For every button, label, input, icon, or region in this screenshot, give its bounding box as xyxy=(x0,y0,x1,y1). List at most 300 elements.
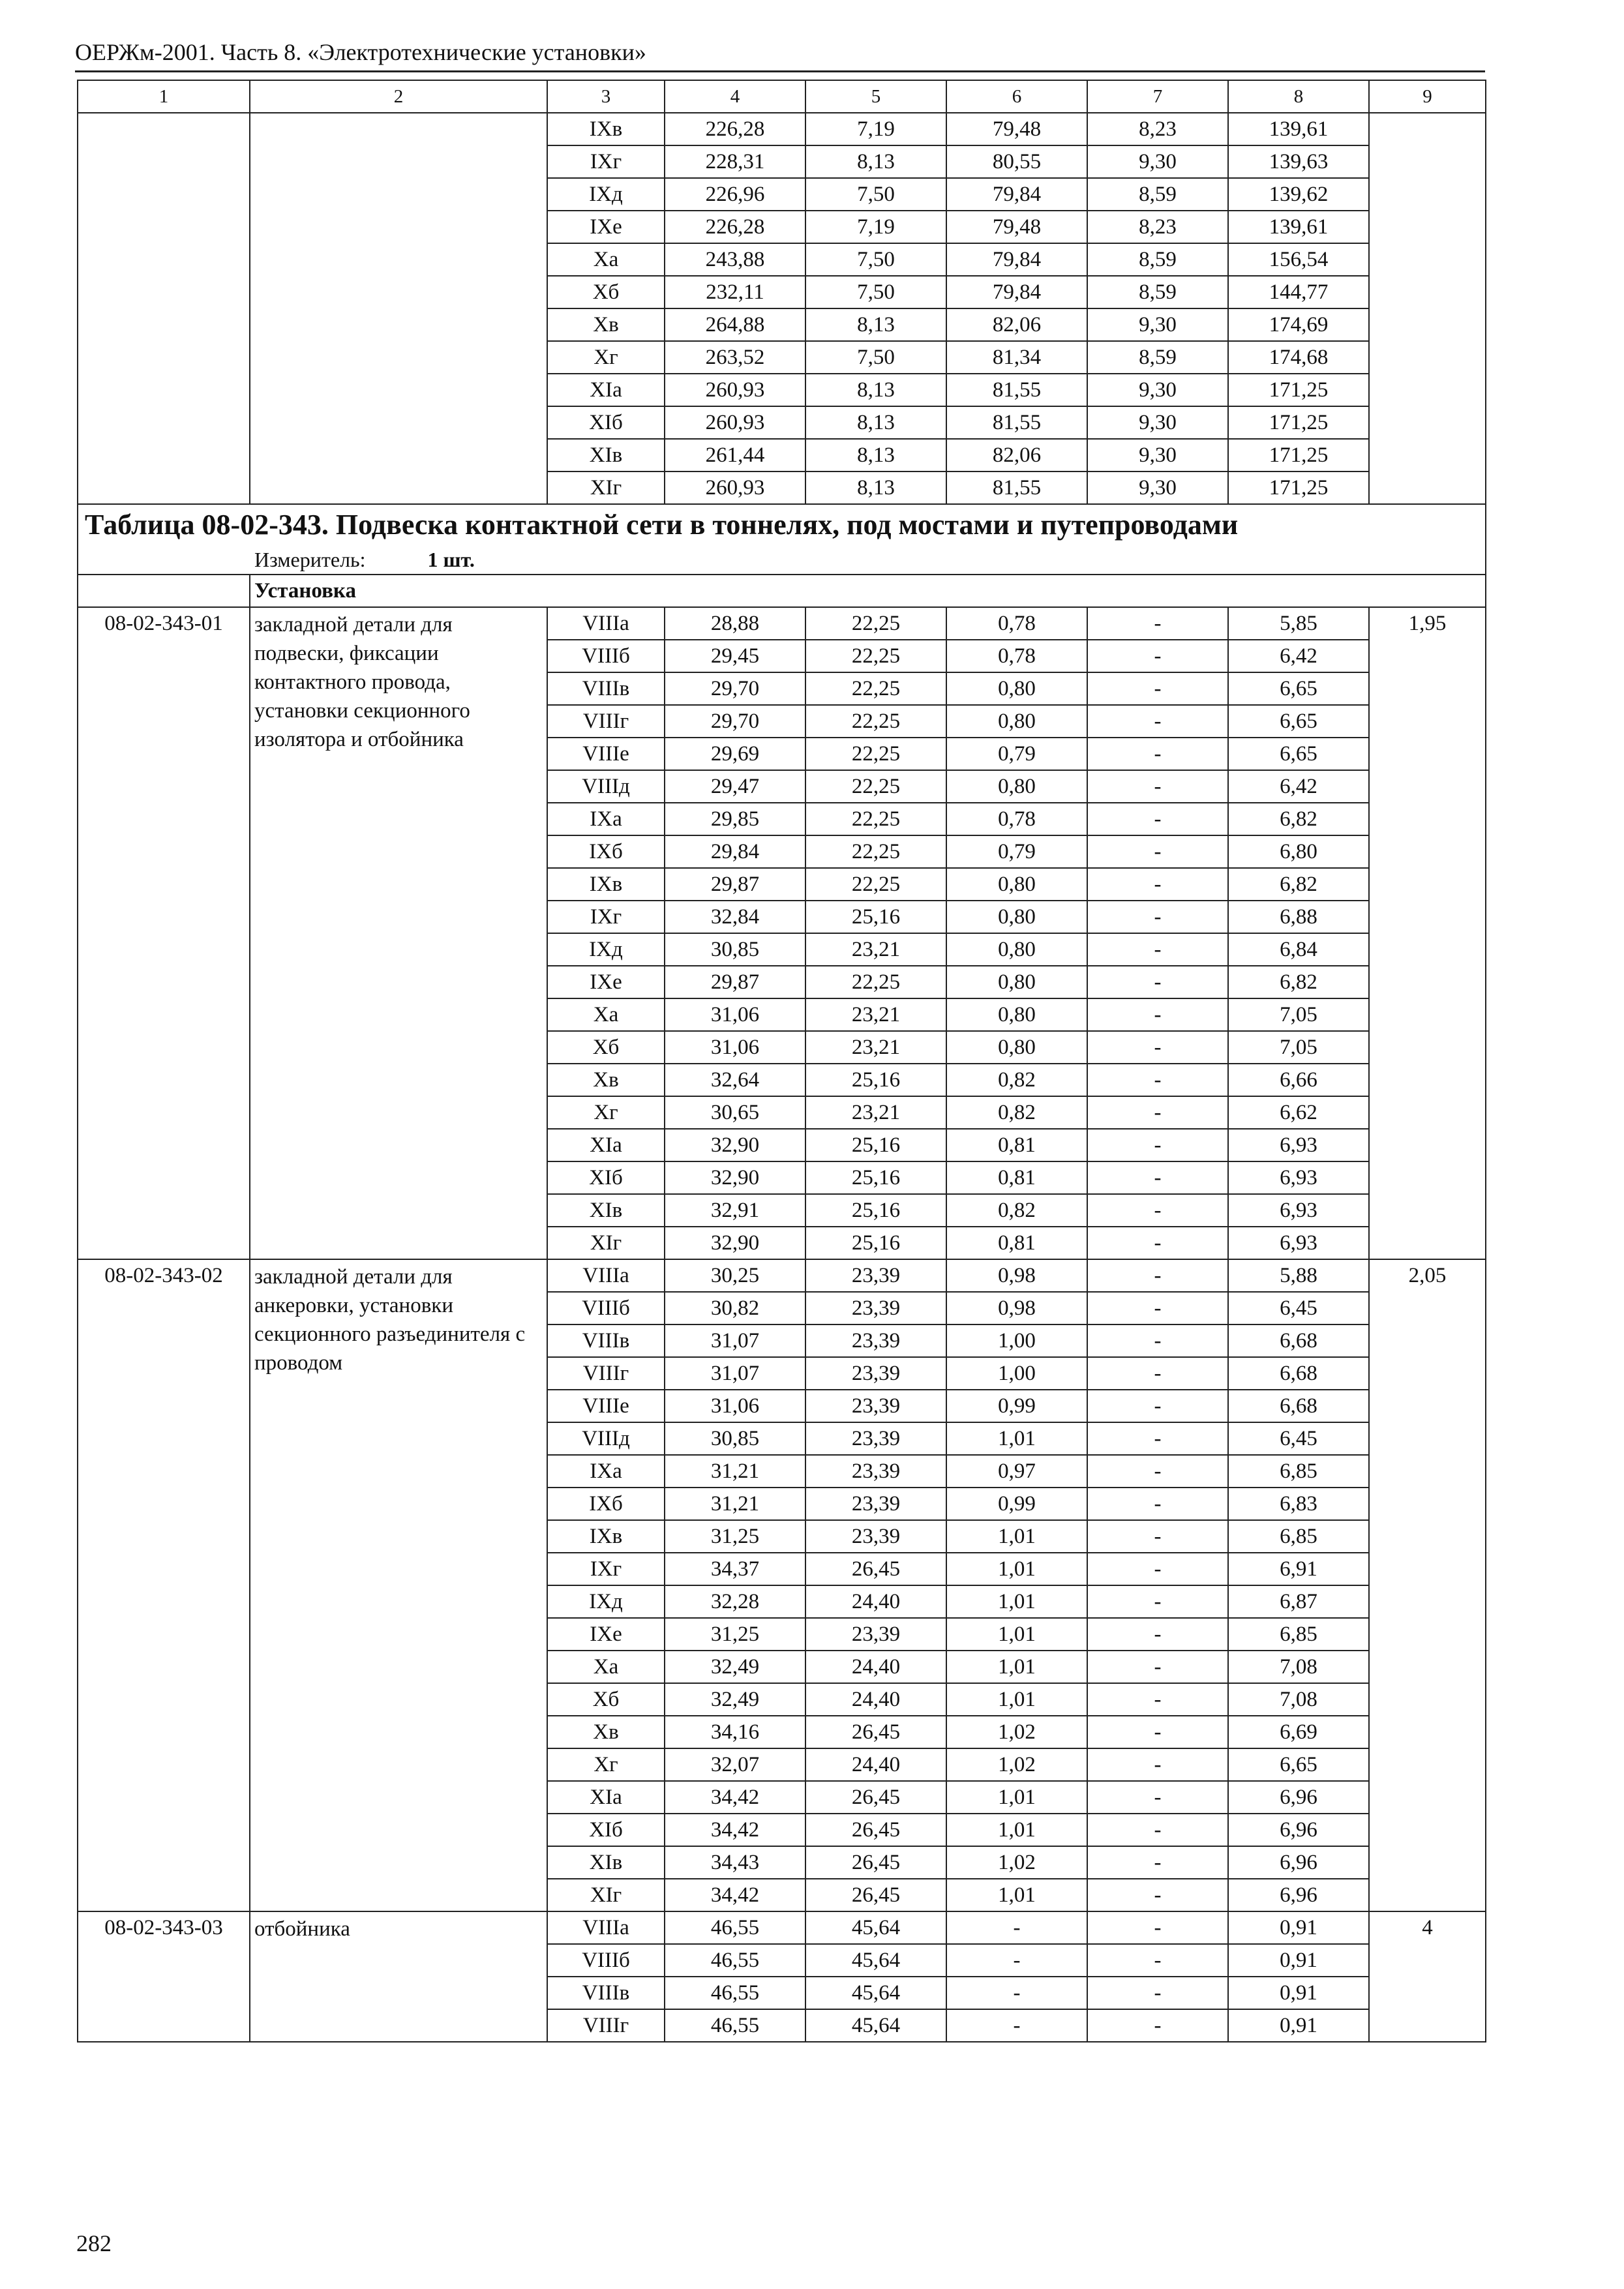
cell-col-8: 5,85 xyxy=(1228,607,1369,640)
cell-col-7: 9,30 xyxy=(1087,471,1228,504)
cell-col-6: 1,01 xyxy=(946,1585,1087,1618)
cell-col-4: 29,45 xyxy=(665,640,805,672)
cell-col-4: 34,16 xyxy=(665,1716,805,1748)
cell-col-8: 6,69 xyxy=(1228,1716,1369,1748)
cell-col-7: 8,59 xyxy=(1087,276,1228,308)
cell-col-7: - xyxy=(1087,1944,1228,1977)
cell-col-4: 264,88 xyxy=(665,308,805,341)
cell-col-7: - xyxy=(1087,1390,1228,1422)
cell-col-6: 81,55 xyxy=(946,374,1087,406)
cell-col-8: 0,91 xyxy=(1228,2009,1369,2042)
cell-col-5: 25,16 xyxy=(805,1064,946,1096)
cell-col-7: - xyxy=(1087,1618,1228,1651)
cell-col-6: 1,02 xyxy=(946,1846,1087,1879)
cell-col-8: 6,65 xyxy=(1228,705,1369,738)
cell-col-8: 6,88 xyxy=(1228,901,1369,933)
cell-col-4: 34,42 xyxy=(665,1814,805,1846)
cell-col-4: 32,07 xyxy=(665,1748,805,1781)
cell-col-7: - xyxy=(1087,1520,1228,1553)
cell-col-5: 23,39 xyxy=(805,1520,946,1553)
cell-col-5: 8,13 xyxy=(805,145,946,178)
cell-col-4: 30,82 xyxy=(665,1292,805,1324)
cell-col-4: 30,85 xyxy=(665,1422,805,1455)
cell-col-6: 82,06 xyxy=(946,439,1087,471)
cell-col-3: VIIIб xyxy=(547,1944,665,1977)
cell-col-3: XIа xyxy=(547,1129,665,1161)
cell-col-8: 139,62 xyxy=(1228,178,1369,211)
cell-col-7: - xyxy=(1087,1846,1228,1879)
cell-col-6: 1,01 xyxy=(946,1520,1087,1553)
cell-col-7: - xyxy=(1087,966,1228,998)
cell-col-7: 8,59 xyxy=(1087,341,1228,374)
cell-col-6: - xyxy=(946,1944,1087,1977)
cell-col-3: IXе xyxy=(547,211,665,243)
cell-col-4: 29,70 xyxy=(665,672,805,705)
cell-col-3: IXб xyxy=(547,835,665,868)
cell-col-3: VIIIа xyxy=(547,607,665,640)
cell-col-3: VIIIд xyxy=(547,770,665,803)
cell-col-3: VIIIв xyxy=(547,1977,665,2009)
cell-col-9: 4 xyxy=(1369,1911,1486,2042)
cell-col-6: - xyxy=(946,2009,1087,2042)
cell-col-8: 6,65 xyxy=(1228,672,1369,705)
cell-col-5: 23,39 xyxy=(805,1618,946,1651)
cell-col-6: 1,01 xyxy=(946,1618,1087,1651)
cell-col-5: 24,40 xyxy=(805,1748,946,1781)
cell-col-3: Xв xyxy=(547,308,665,341)
cell-col-5: 23,39 xyxy=(805,1390,946,1422)
cell-col-4: 260,93 xyxy=(665,374,805,406)
cell-col-7: - xyxy=(1087,1748,1228,1781)
cell-col-6: 0,80 xyxy=(946,966,1087,998)
cell-col-7: - xyxy=(1087,1031,1228,1064)
cell-col-3: Xв xyxy=(547,1716,665,1748)
cell-col-6: 0,80 xyxy=(946,901,1087,933)
cell-col-5: 23,39 xyxy=(805,1324,946,1357)
cell-col-5: 8,13 xyxy=(805,374,946,406)
cell-col-4: 32,84 xyxy=(665,901,805,933)
cell-col-3: Xа xyxy=(547,1651,665,1683)
cell-col-4: 226,28 xyxy=(665,211,805,243)
cell-col-7: - xyxy=(1087,1161,1228,1194)
cell-col-7: - xyxy=(1087,1716,1228,1748)
cell-name xyxy=(250,113,547,504)
cell-col-4: 32,28 xyxy=(665,1585,805,1618)
cell-col-4: 232,11 xyxy=(665,276,805,308)
cell-col-5: 22,25 xyxy=(805,705,946,738)
cell-col-6: 0,99 xyxy=(946,1390,1087,1422)
cell-col-8: 7,08 xyxy=(1228,1651,1369,1683)
cell-col-4: 31,21 xyxy=(665,1455,805,1488)
cell-col-7: - xyxy=(1087,1781,1228,1814)
rate-name: закладной детали для подвески, фиксации контактного провода, установки секционного изолятора и отбойника xyxy=(250,607,547,1259)
rate-code: 08-02-343-02 xyxy=(78,1259,250,1911)
cell-col-6: 79,84 xyxy=(946,276,1087,308)
cell-col-3: XIб xyxy=(547,1161,665,1194)
cell-col-4: 32,64 xyxy=(665,1064,805,1096)
cell-col-5: 23,39 xyxy=(805,1488,946,1520)
cell-col-7: - xyxy=(1087,901,1228,933)
cell-col-3: VIIIг xyxy=(547,1357,665,1390)
cell-col-7: - xyxy=(1087,1553,1228,1585)
column-number: 3 xyxy=(547,80,665,113)
cell-col-6: 0,80 xyxy=(946,933,1087,966)
cell-col-6: 0,80 xyxy=(946,770,1087,803)
cell-col-3: XIв xyxy=(547,439,665,471)
cell-col-9 xyxy=(1369,113,1486,504)
cell-col-4: 29,87 xyxy=(665,868,805,901)
cell-col-6: 1,01 xyxy=(946,1781,1087,1814)
cell-col-6: - xyxy=(946,1911,1087,1944)
cell-col-3: VIIIб xyxy=(547,1292,665,1324)
cell-col-8: 6,68 xyxy=(1228,1357,1369,1390)
cell-col-8: 6,91 xyxy=(1228,1553,1369,1585)
cell-col-3: IXа xyxy=(547,803,665,835)
cell-col-7: - xyxy=(1087,835,1228,868)
cell-col-5: 8,13 xyxy=(805,471,946,504)
cell-col-8: 6,42 xyxy=(1228,640,1369,672)
cell-col-5: 24,40 xyxy=(805,1585,946,1618)
cell-col-6: 0,78 xyxy=(946,803,1087,835)
cell-col-7: - xyxy=(1087,607,1228,640)
cell-col-3: XIа xyxy=(547,374,665,406)
cell-col-4: 31,07 xyxy=(665,1357,805,1390)
cell-col-4: 34,43 xyxy=(665,1846,805,1879)
column-number: 7 xyxy=(1087,80,1228,113)
cell-col-4: 30,85 xyxy=(665,933,805,966)
column-number: 1 xyxy=(78,80,250,113)
cell-col-7: - xyxy=(1087,770,1228,803)
cell-col-8: 171,25 xyxy=(1228,439,1369,471)
cell-col-4: 31,06 xyxy=(665,1390,805,1422)
cell-col-8: 6,96 xyxy=(1228,1879,1369,1911)
table-row xyxy=(78,1911,1486,1944)
cell-col-5: 45,64 xyxy=(805,1977,946,2009)
column-number: 9 xyxy=(1369,80,1486,113)
cell-col-7: 9,30 xyxy=(1087,374,1228,406)
cell-col-5: 24,40 xyxy=(805,1683,946,1716)
cell-col-5: 7,50 xyxy=(805,178,946,211)
cell-col-3: VIIIб xyxy=(547,640,665,672)
cell-col-7: - xyxy=(1087,672,1228,705)
rate-code: 08-02-343-01 xyxy=(78,607,250,1259)
cell-col-3: XIб xyxy=(547,406,665,439)
table-title-row xyxy=(78,504,1486,545)
cell-col-5: 23,21 xyxy=(805,1031,946,1064)
cell-col-7: - xyxy=(1087,998,1228,1031)
cell-col-3: IXг xyxy=(547,901,665,933)
cell-col-8: 144,77 xyxy=(1228,276,1369,308)
cell-col-8: 6,80 xyxy=(1228,835,1369,868)
cell-col-3: IXв xyxy=(547,113,665,145)
cell-col-8: 139,61 xyxy=(1228,211,1369,243)
cell-col-8: 6,93 xyxy=(1228,1227,1369,1259)
cell-col-5: 25,16 xyxy=(805,901,946,933)
meter-cell xyxy=(78,545,1486,575)
cell-col-8: 6,84 xyxy=(1228,933,1369,966)
cell-col-3: IXа xyxy=(547,1455,665,1488)
cell-col-5: 22,25 xyxy=(805,640,946,672)
cell-col-5: 23,39 xyxy=(805,1422,946,1455)
cell-col-8: 0,91 xyxy=(1228,1911,1369,1944)
cell-col-5: 26,45 xyxy=(805,1553,946,1585)
cell-col-5: 45,64 xyxy=(805,2009,946,2042)
cell-col-3: VIIIе xyxy=(547,1390,665,1422)
cell-col-7: - xyxy=(1087,1129,1228,1161)
cell-col-3: VIIIв xyxy=(547,1324,665,1357)
page-number: 282 xyxy=(76,2230,112,2256)
cell-col-4: 30,25 xyxy=(665,1259,805,1292)
cell-col-7: - xyxy=(1087,2009,1228,2042)
cell-col-4: 34,42 xyxy=(665,1879,805,1911)
cell-col-6: - xyxy=(946,1977,1087,2009)
cell-col-7: - xyxy=(1087,1814,1228,1846)
cell-col-7: - xyxy=(1087,1194,1228,1227)
cell-col-4: 46,55 xyxy=(665,2009,805,2042)
cell-col-8: 156,54 xyxy=(1228,243,1369,276)
cell-col-6: 0,97 xyxy=(946,1455,1087,1488)
cell-col-8: 6,85 xyxy=(1228,1520,1369,1553)
cell-col-4: 34,37 xyxy=(665,1553,805,1585)
cell-col-3: Xб xyxy=(547,276,665,308)
cell-col-8: 7,05 xyxy=(1228,1031,1369,1064)
cell-col-4: 31,06 xyxy=(665,998,805,1031)
section-heading: Установка xyxy=(250,575,1486,607)
cell-col-6: 81,55 xyxy=(946,471,1087,504)
cell-col-3: VIIIе xyxy=(547,738,665,770)
cell-col-8: 6,93 xyxy=(1228,1161,1369,1194)
cell-col-4: 31,21 xyxy=(665,1488,805,1520)
cell-col-3: IXд xyxy=(547,178,665,211)
cell-col-7: - xyxy=(1087,1455,1228,1488)
table-row xyxy=(78,607,1486,640)
column-number: 8 xyxy=(1228,80,1369,113)
rate-name: отбойника xyxy=(250,1911,547,2042)
cell-col-5: 25,16 xyxy=(805,1129,946,1161)
cell-col-4: 31,07 xyxy=(665,1324,805,1357)
cell-col-8: 6,42 xyxy=(1228,770,1369,803)
cell-col-7: 9,30 xyxy=(1087,308,1228,341)
cell-col-6: 1,01 xyxy=(946,1683,1087,1716)
cell-col-4: 228,31 xyxy=(665,145,805,178)
cell-col-7: - xyxy=(1087,1227,1228,1259)
cell-col-4: 30,65 xyxy=(665,1096,805,1129)
cell-col-8: 6,68 xyxy=(1228,1324,1369,1357)
cell-col-7: - xyxy=(1087,868,1228,901)
cell-col-5: 22,25 xyxy=(805,803,946,835)
cell-col-3: IXг xyxy=(547,1553,665,1585)
cell-col-6: 0,98 xyxy=(946,1259,1087,1292)
cell-col-4: 32,90 xyxy=(665,1129,805,1161)
cell-col-5: 24,40 xyxy=(805,1651,946,1683)
cell-col-7: - xyxy=(1087,640,1228,672)
cell-col-8: 6,45 xyxy=(1228,1422,1369,1455)
cell-col-8: 0,91 xyxy=(1228,1944,1369,1977)
meter-label: Измеритель: xyxy=(254,547,366,571)
cell-col-4: 29,69 xyxy=(665,738,805,770)
cell-col-3: IXг xyxy=(547,145,665,178)
cell-col-5: 25,16 xyxy=(805,1161,946,1194)
cell-col-8: 6,87 xyxy=(1228,1585,1369,1618)
cell-col-7: - xyxy=(1087,1292,1228,1324)
cell-col-6: 81,34 xyxy=(946,341,1087,374)
cell-col-6: 1,01 xyxy=(946,1651,1087,1683)
cell-col-8: 139,61 xyxy=(1228,113,1369,145)
cell-col-5: 23,39 xyxy=(805,1292,946,1324)
cell-col-3: Xв xyxy=(547,1064,665,1096)
cell-col-8: 0,91 xyxy=(1228,1977,1369,2009)
cell-col-7: 8,23 xyxy=(1087,113,1228,145)
cell-col-6: 0,81 xyxy=(946,1227,1087,1259)
cell-col-4: 31,25 xyxy=(665,1618,805,1651)
cell-col-6: 0,81 xyxy=(946,1161,1087,1194)
cell-col-6: 1,01 xyxy=(946,1814,1087,1846)
cell-col-3: XIг xyxy=(547,1879,665,1911)
cell-col-4: 32,90 xyxy=(665,1227,805,1259)
cell-code xyxy=(78,113,250,504)
cell-col-3: VIIIд xyxy=(547,1422,665,1455)
cell-col-5: 25,16 xyxy=(805,1227,946,1259)
cell-col-7: 8,59 xyxy=(1087,178,1228,211)
cell-col-4: 32,49 xyxy=(665,1683,805,1716)
cell-col-5: 22,25 xyxy=(805,672,946,705)
cell-col-5: 8,13 xyxy=(805,439,946,471)
cell-col-5: 23,21 xyxy=(805,998,946,1031)
cell-col-4: 31,25 xyxy=(665,1520,805,1553)
cell-col-7: - xyxy=(1087,1911,1228,1944)
cell-col-4: 243,88 xyxy=(665,243,805,276)
cell-col-3: Xб xyxy=(547,1031,665,1064)
cell-col-8: 6,83 xyxy=(1228,1488,1369,1520)
cell-col-3: XIв xyxy=(547,1194,665,1227)
cell-col-7: - xyxy=(1087,1683,1228,1716)
cell-col-8: 6,96 xyxy=(1228,1781,1369,1814)
cell-col-7: 8,59 xyxy=(1087,243,1228,276)
cell-col-6: 0,98 xyxy=(946,1292,1087,1324)
cell-col-6: 0,79 xyxy=(946,738,1087,770)
cell-col-7: - xyxy=(1087,1977,1228,2009)
cell-col-4: 260,93 xyxy=(665,471,805,504)
cell-col-7: - xyxy=(1087,1488,1228,1520)
cell-col-5: 7,50 xyxy=(805,341,946,374)
meter-value: 1 шт. xyxy=(427,547,475,571)
cell-col-4: 32,90 xyxy=(665,1161,805,1194)
cell-col-7: - xyxy=(1087,1259,1228,1292)
cell-col-3: IXв xyxy=(547,868,665,901)
cell-col-6: 1,00 xyxy=(946,1357,1087,1390)
cell-col-7: 9,30 xyxy=(1087,406,1228,439)
cell-col-6: 1,01 xyxy=(946,1422,1087,1455)
meter-row xyxy=(78,545,1486,575)
cell-col-3: VIIIг xyxy=(547,705,665,738)
cell-col-8: 6,85 xyxy=(1228,1618,1369,1651)
cell-col-5: 7,50 xyxy=(805,243,946,276)
cell-col-7: - xyxy=(1087,1064,1228,1096)
cell-col-7: - xyxy=(1087,1585,1228,1618)
cell-col-8: 174,68 xyxy=(1228,341,1369,374)
table-row xyxy=(78,1259,1486,1292)
cell-col-8: 6,82 xyxy=(1228,868,1369,901)
cell-col-4: 29,70 xyxy=(665,705,805,738)
cell-col-5: 26,45 xyxy=(805,1716,946,1748)
cell-col-8: 6,65 xyxy=(1228,738,1369,770)
cell-col-3: Xг xyxy=(547,1748,665,1781)
cell-col-6: 0,80 xyxy=(946,672,1087,705)
cell-col-7: - xyxy=(1087,1357,1228,1390)
cell-col-8: 171,25 xyxy=(1228,374,1369,406)
cell-col-7: - xyxy=(1087,1651,1228,1683)
cell-col-5: 22,25 xyxy=(805,738,946,770)
cell-col-5: 7,19 xyxy=(805,113,946,145)
cell-col-9: 1,95 xyxy=(1369,607,1486,1259)
cell-col-6: 79,84 xyxy=(946,178,1087,211)
cell-col-4: 263,52 xyxy=(665,341,805,374)
cell-col-3: Xа xyxy=(547,998,665,1031)
cell-col-6: 0,80 xyxy=(946,868,1087,901)
cell-col-5: 23,21 xyxy=(805,933,946,966)
cell-col-3: IXе xyxy=(547,966,665,998)
cell-col-6: 1,00 xyxy=(946,1324,1087,1357)
section-row xyxy=(78,575,1486,607)
cell-col-8: 6,82 xyxy=(1228,803,1369,835)
cell-col-5: 22,25 xyxy=(805,770,946,803)
rate-name: закладной детали для анкеровки, установки секционного разъединителя с проводом xyxy=(250,1259,547,1911)
column-number: 4 xyxy=(665,80,805,113)
cell-col-4: 28,88 xyxy=(665,607,805,640)
cell-col-5: 22,25 xyxy=(805,868,946,901)
cell-col-3: Xг xyxy=(547,1096,665,1129)
cell-col-3: VIIIа xyxy=(547,1259,665,1292)
cell-col-3: IXд xyxy=(547,1585,665,1618)
cell-col-8: 174,69 xyxy=(1228,308,1369,341)
cell-col-3: IXе xyxy=(547,1618,665,1651)
cell-col-6: 0,81 xyxy=(946,1129,1087,1161)
cell-col-7: - xyxy=(1087,1879,1228,1911)
cell-col-7: 9,30 xyxy=(1087,145,1228,178)
cell-col-3: Xа xyxy=(547,243,665,276)
cell-col-3: IXд xyxy=(547,933,665,966)
cell-col-8: 6,68 xyxy=(1228,1390,1369,1422)
cell-col-6: 1,01 xyxy=(946,1553,1087,1585)
cell-col-3: XIа xyxy=(547,1781,665,1814)
cell-col-4: 29,87 xyxy=(665,966,805,998)
cell-col-3: Xб xyxy=(547,1683,665,1716)
cell-col-4: 34,42 xyxy=(665,1781,805,1814)
cell-col-4: 46,55 xyxy=(665,1944,805,1977)
rate-code: 08-02-343-03 xyxy=(78,1911,250,2042)
cell-col-8: 139,63 xyxy=(1228,145,1369,178)
cell-col-3: XIв xyxy=(547,1846,665,1879)
cell-col-8: 5,88 xyxy=(1228,1259,1369,1292)
cell-col-8: 6,96 xyxy=(1228,1846,1369,1879)
cell-col-3: VIIIг xyxy=(547,2009,665,2042)
cell-col-6: 79,84 xyxy=(946,243,1087,276)
cell-col-5: 45,64 xyxy=(805,1944,946,1977)
cell-col-8: 6,96 xyxy=(1228,1814,1369,1846)
cell-col-8: 6,85 xyxy=(1228,1455,1369,1488)
cell-col-3: XIг xyxy=(547,1227,665,1259)
cell-col-5: 7,19 xyxy=(805,211,946,243)
cell-col-7: - xyxy=(1087,1324,1228,1357)
cell-col-7: - xyxy=(1087,1422,1228,1455)
cell-col-5: 26,45 xyxy=(805,1846,946,1879)
column-number: 5 xyxy=(805,80,946,113)
cell-col-5: 23,39 xyxy=(805,1455,946,1488)
cell-col-4: 29,47 xyxy=(665,770,805,803)
cell-col-4: 29,84 xyxy=(665,835,805,868)
cell-col-3: IXб xyxy=(547,1488,665,1520)
table-row xyxy=(78,113,1486,145)
